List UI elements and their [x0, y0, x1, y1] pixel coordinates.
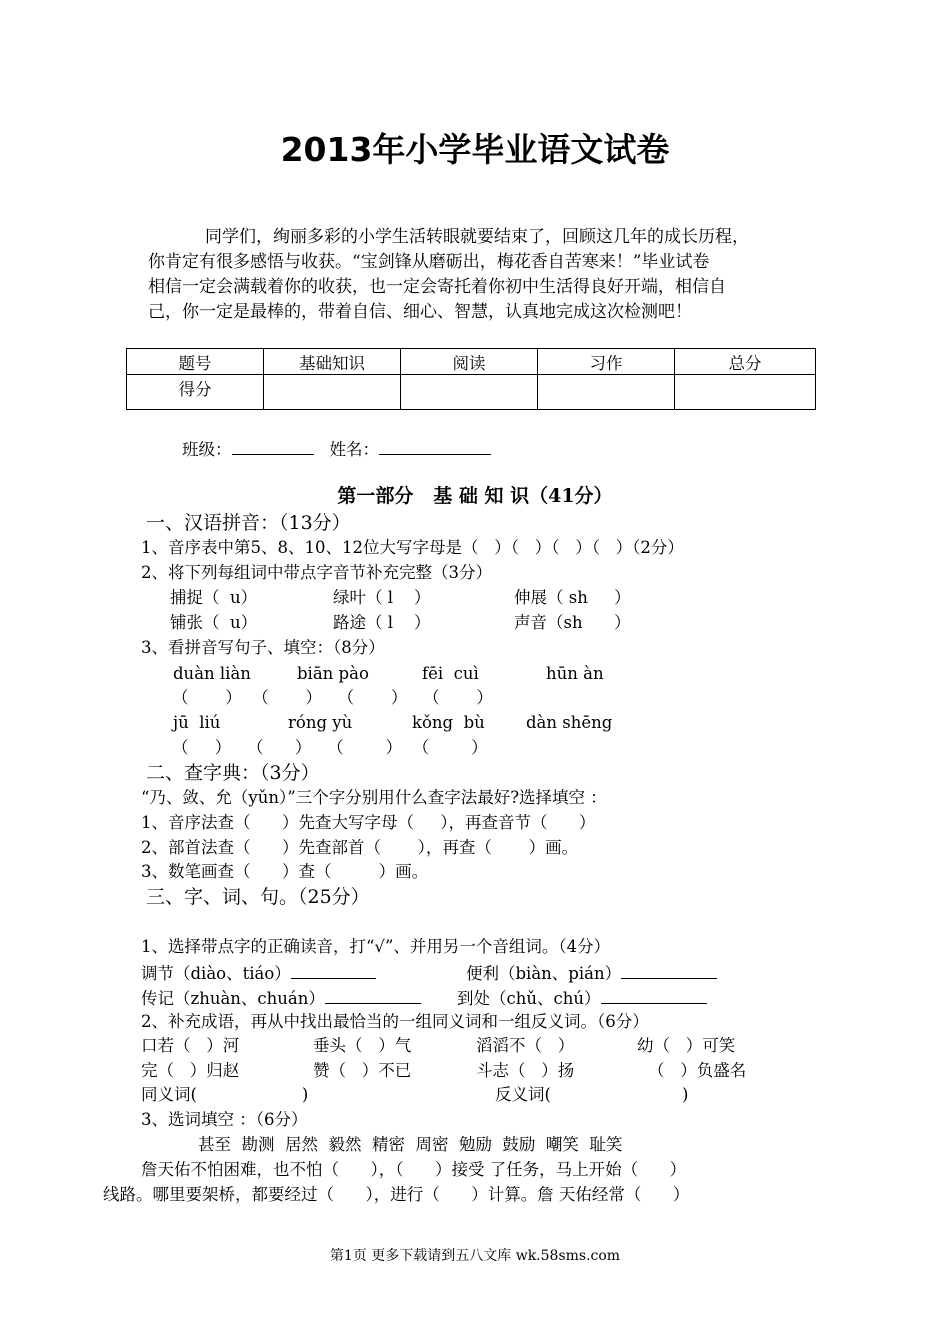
student-info [182, 440, 491, 459]
idiom: 完（ ）归赵 [141, 1061, 240, 1080]
intro-line-3: 相信一定会满载着你的收获，也一定会寄托着你初中生活得良好开端，相信自 [148, 277, 726, 297]
s1-q2-item: 路途（ l ） [333, 613, 431, 632]
s1-q2: 2、将下列每组词中带点字音节补充完整（3分） [141, 563, 492, 582]
page-footer: 第1页 更多下载请到五八文库 wk.58sms.com [329, 1248, 621, 1264]
answer-blank[interactable] [325, 989, 421, 1004]
s1-q2-item: 声音（sh ） [514, 613, 631, 632]
s3-q1-item [141, 964, 376, 983]
s2-q2: 2、部首法查（ ）先查部首（ ），再查（ ）画。 [141, 838, 579, 857]
s1-q2-item: 绿叶（ l ） [333, 588, 431, 607]
s1-q1: 1、音序表中第5、8、10、12位大写字母是（ ）（ ）（ ）（ ）（2分） [141, 538, 684, 557]
part1-title: 第一部分 基 础 知 识（41分） [337, 485, 613, 507]
score-cell[interactable] [538, 375, 675, 410]
s1-q3: 3、看拼音写句子、填空：（8分） [141, 638, 385, 657]
s1-q2-item: 伸展（ sh ） [514, 588, 631, 607]
pinyin: kǒng bù [412, 713, 485, 732]
passage-line: 詹天佑不怕困难，也不怕（ ），（ ）接受 了任务，马上开始（ ） [141, 1160, 687, 1179]
s3-q1-item [457, 989, 707, 1008]
passage-line: 线路。哪里要架桥，都要经过（ ），进行（ ）计算。詹 天佑经常（ ） [103, 1185, 690, 1204]
idiom: 口若（ ）河 [141, 1036, 240, 1055]
idiom: （ ）负盛名 [648, 1061, 747, 1080]
s3-q1-item [466, 964, 717, 983]
score-header-cell: 基础知识 [264, 349, 401, 375]
idiom: 赞（ ）不已 [313, 1061, 412, 1080]
idiom: 滔滔不（ ） [476, 1036, 575, 1055]
pinyin: dàn shēng [526, 713, 613, 732]
s1-q2-item: 铺张（ u） [170, 613, 258, 632]
synonym: 同义词( ) [141, 1085, 309, 1104]
s2-q1: 1、音序法查（ ）先查大写字母（ ），再查音节（ ） [141, 813, 596, 832]
class-blank[interactable] [232, 440, 314, 455]
s2-q3: 3、数笔画查（ ）查（ ）画。 [141, 862, 429, 881]
s1-heading: 一、汉语拼音：（13分） [146, 512, 351, 534]
pinyin: fēi cuì [422, 664, 479, 683]
score-header-cell: 题号 [127, 349, 264, 375]
antonym: 反义词( ) [495, 1085, 689, 1104]
s2-intro: “乃、敛、允（yǔn）”三个字分别用什么查字法最好?选择填空 ： [141, 788, 607, 807]
score-table [126, 348, 816, 410]
answer-parens: （ ） （ ） （ ） （ ） [172, 738, 488, 757]
s3-q1-b: 便利（biàn、pián） [466, 964, 622, 983]
s3-q1: 1、选择带点字的正确读音，打“√”、并用另一个音组词。（4分） [141, 937, 611, 956]
s3-q2: 2、补充成语，再从中找出最恰当的一组同义词和一组反义词。（6分） [141, 1012, 649, 1031]
s3-heading: 三、字、词、句。（25分） [146, 886, 370, 908]
pinyin: biān pào [297, 664, 369, 683]
word-bank: 甚至 勘测 居然 毅然 精密 周密 勉励 鼓励 嘲笑 耻笑 [198, 1135, 623, 1154]
answer-blank[interactable] [291, 964, 376, 979]
score-cell[interactable] [675, 375, 816, 410]
answer-parens: （ ） （ ） （ ） （ ） [172, 688, 493, 707]
score-header-cell: 阅读 [401, 349, 538, 375]
pinyin: jū liú [173, 713, 221, 732]
answer-blank[interactable] [621, 964, 717, 979]
answer-blank[interactable] [601, 989, 707, 1004]
s3-q1-item [141, 989, 421, 1008]
s3-q1-d: 到处（chǔ、chú） [457, 989, 601, 1008]
idiom: 垂头（ ）气 [313, 1036, 412, 1055]
score-header-cell: 习作 [538, 349, 675, 375]
score-header-cell: 总分 [675, 349, 816, 375]
score-cell[interactable] [264, 375, 401, 410]
exam-title: 2013年小学毕业语文试卷 [280, 130, 670, 169]
name-blank[interactable] [379, 440, 491, 455]
s3-q3: 3、选词填空 ：（6分） [141, 1110, 308, 1129]
class-label: 班级： [182, 440, 232, 459]
pinyin: hūn àn [546, 664, 604, 683]
name-label: 姓名： [329, 440, 379, 459]
score-cell[interactable] [401, 375, 538, 410]
idiom: 幼（ ）可笑 [637, 1036, 736, 1055]
intro-line-4: 己，你一定是最棒的，带着自信、细心、智慧，认真地完成这次检测吧！ [148, 302, 692, 322]
s1-q2-item: 捕捉（ u） [170, 588, 258, 607]
s3-q1-a: 调节（diào、tiáo） [141, 964, 291, 983]
s3-q1-c: 传记（zhuàn、chuán） [141, 989, 325, 1008]
idiom: 斗志（ ）扬 [476, 1061, 575, 1080]
pinyin: duàn liàn [173, 664, 251, 683]
intro-line-2: 你肯定有很多感悟与收获。“宝剑锋从磨砺出，梅花香自苦寒来！”毕业试卷 [148, 252, 710, 272]
intro-line-1: 同学们，绚丽多彩的小学生活转眼就要结束了，回顾这几年的成长历程， [205, 227, 749, 247]
score-row-label: 得分 [127, 375, 264, 410]
s2-heading: 二、查字典：（3分） [146, 762, 320, 784]
pinyin: róng yù [288, 713, 353, 732]
